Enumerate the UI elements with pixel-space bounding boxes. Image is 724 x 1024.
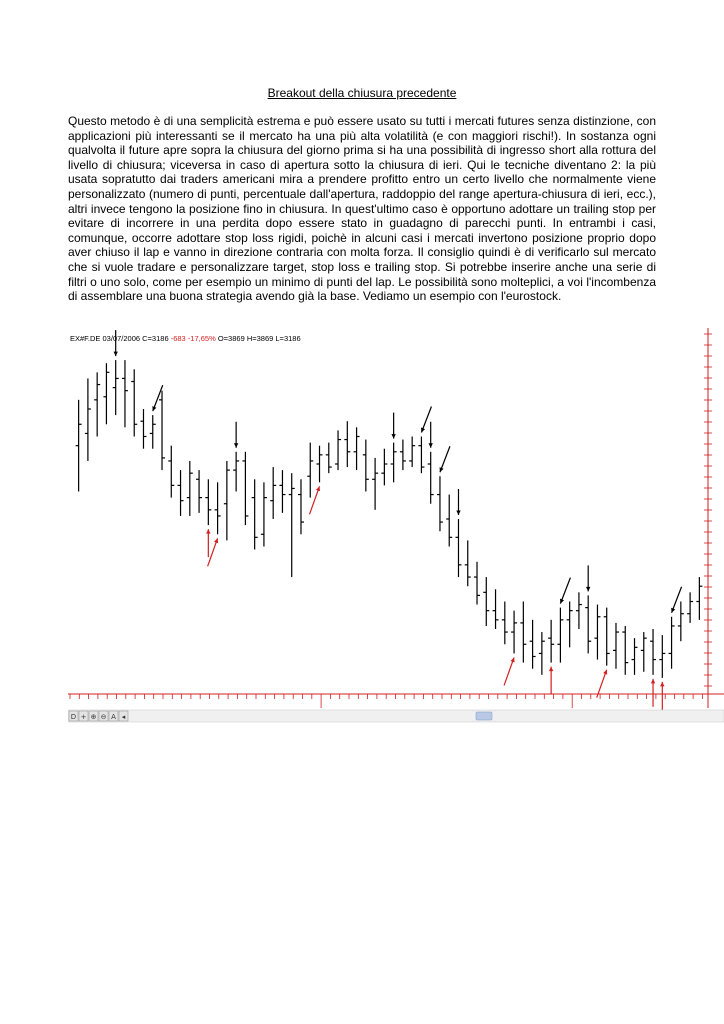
toolbar-button[interactable] <box>119 711 128 721</box>
ohlc-chart <box>68 328 724 724</box>
toolbar-button[interactable] <box>69 711 78 721</box>
chart-header-ohlc: O=3869 H=3869 L=3186 <box>217 334 301 343</box>
document-title: Breakout della chiusura precedente <box>267 86 457 100</box>
toolbar-button[interactable] <box>79 711 88 721</box>
toolbar-button[interactable] <box>89 711 98 721</box>
chart-canvas <box>68 328 724 724</box>
svg-text:D: D <box>70 713 77 721</box>
svg-text:◂: ◂ <box>121 713 126 721</box>
chart-header-symbol: EX#F.DE 03/07/2006 C=3186 <box>70 334 169 343</box>
toolbar-button[interactable] <box>99 711 108 721</box>
svg-text:+: + <box>80 713 87 721</box>
svg-text:A: A <box>111 713 116 721</box>
body-paragraph: Questo metodo è di una semplicità estrema e può essere usato su tutti i mercati futures senza distinzione, con applicazioni più interessanti se il mercato ha una più alta volatilità (e con maggiori rischi!). In sostanza ogni qualvolta il future apre sopra la chiusura del giorno prima si ha una possibilità di ingresso short alla rottura del livello di chiusura; viceversa in caso di apertura sotto la chiusura di ieri. Qui le tecniche diventano 2: la più usata sopratutto dai traders americani mira a prendere profitto entro un certo livello che normalmente viene personalizzato (numero di punti, percentuale dall'apertura, raddoppio del range apertura-chiusura di ieri, ecc.), altri invece tengono la posizione fino in chiusura. In quest'ultimo caso è opportuno adottare un trailing stop per evitare di incorrere in una perdita dopo essere stato in guadagno di parecchi punti. In entrambi i casi, comunque, occorre adottare stop loss rigidi, poichè in alcuni casi i mercati invertono posizione proprio dopo aver chiuso il lap e vanno in direzione contraria con molta forza. Il consiglio quindi è di verificarlo sul mercato che si vuole tradare e personalizzare target, stop loss e trailing stop. Si potrebbe inserire anche una serie di filtri o uno solo, come per esempio un minimo di punti del lap. Le possibilità sono molteplici, a voi l'incombenza di assemblare una buona strategia avendo già la base. Vediamo un esempio con l'eurostock. <box>68 114 656 304</box>
svg-text:⊖: ⊖ <box>100 713 107 721</box>
toolbar-button[interactable] <box>109 711 118 721</box>
chart-toolbar <box>68 710 724 722</box>
svg-text:⊕: ⊕ <box>90 713 97 721</box>
chart-header-change: -683 -17,65% <box>170 334 216 343</box>
chart-scroll-thumb[interactable] <box>476 712 492 720</box>
chart-header <box>70 334 301 343</box>
